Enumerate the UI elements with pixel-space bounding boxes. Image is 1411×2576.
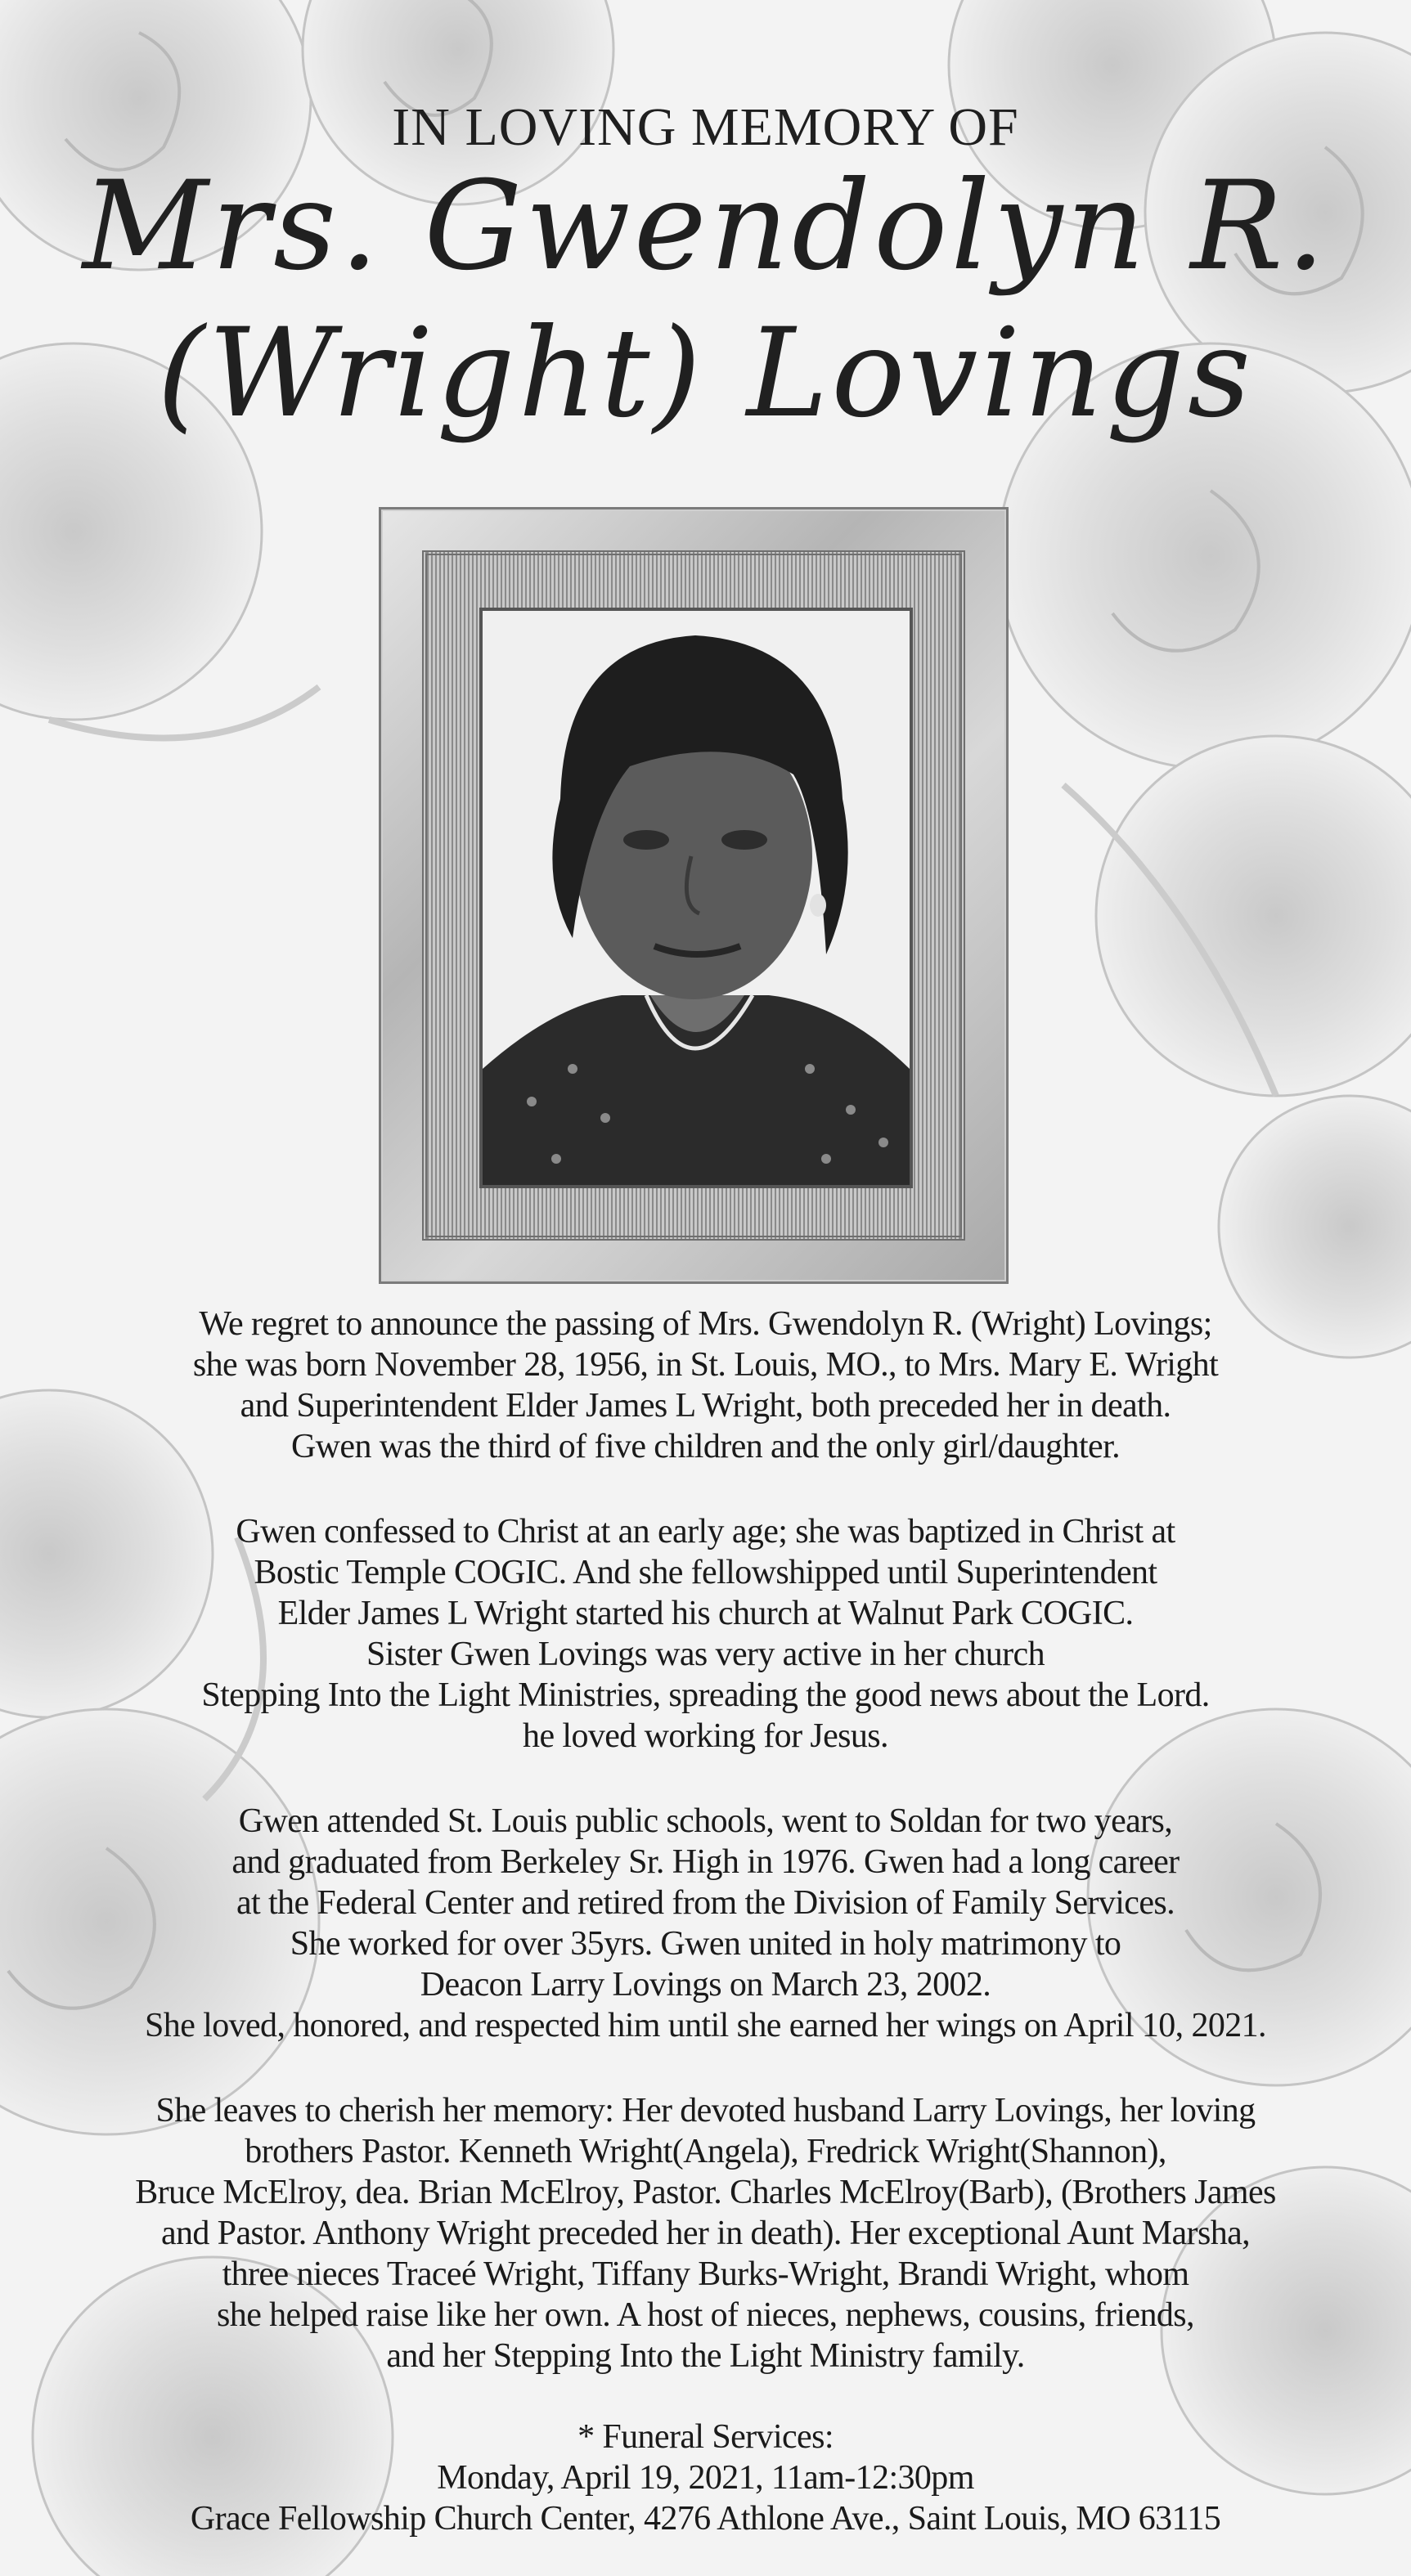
- heading: IN LOVING MEMORY OF: [392, 97, 1019, 157]
- text-line: three nieces Traceé Wright, Tiffany Burks-Wright, Brandi Wright, whom: [222, 2255, 1189, 2293]
- text-line: Bostic Temple COGIC. And she fellowshipped until Superintendent: [254, 1554, 1157, 1591]
- text-line: Gwen attended St. Louis public schools, went to Soldan for two years,: [238, 1802, 1173, 1840]
- text-line: We regret to announce the passing of Mrs. Gwendolyn R. (Wright) Lovings;: [199, 1305, 1212, 1343]
- text-line: Deacon Larry Lovings on March 23, 2002.: [420, 1966, 991, 2004]
- text-line: and graduated from Berkeley Sr. High in 1976. Gwen had a long career: [231, 1843, 1180, 1881]
- paragraph-3: [49, 1801, 1362, 2046]
- funeral-services: [49, 2417, 1362, 2539]
- text-line: and her Stepping Into the Light Ministry family.: [386, 2337, 1025, 2375]
- text-line: * Funeral Services:: [577, 2418, 834, 2456]
- text-line: Grace Fellowship Church Center, 4276 Athlone Ave., Saint Louis, MO 63115: [190, 2500, 1221, 2538]
- name-line-2: (Wright) Lovings: [157, 303, 1254, 445]
- text-line: Sister Gwen Lovings was very active in her church: [366, 1636, 1045, 1673]
- text-line: she helped raise like her own. A host of nieces, nephews, cousins, friends,: [217, 2296, 1194, 2334]
- picture-frame: [379, 507, 1009, 1284]
- text-line: she was born November 28, 1956, in St. Louis, MO., to Mrs. Mary E. Wright: [192, 1346, 1219, 1384]
- portrait-photo: [479, 608, 913, 1188]
- text-line: She leaves to cherish her memory: Her devoted husband Larry Lovings, her loving: [155, 2092, 1256, 2129]
- text-line: Elder James L Wright started his church at Walnut Park COGIC.: [277, 1595, 1134, 1632]
- text-line: Monday, April 19, 2021, 11am-12:30pm: [437, 2459, 974, 2497]
- paragraph-1: [49, 1304, 1362, 1467]
- text-line: She loved, honored, and respected him until she earned her wings on April 10, 2021.: [145, 2007, 1266, 2044]
- paragraph-4: [49, 2090, 1362, 2376]
- text-line: Gwen was the third of five children and the only girl/daughter.: [290, 1428, 1121, 1465]
- text-line: She worked for over 35yrs. Gwen united in holy matrimony to: [290, 1925, 1121, 1963]
- text-line: Stepping Into the Light Ministries, spreading the good news about the Lord.: [201, 1676, 1210, 1714]
- text-line: Gwen confessed to Christ at an early age; she was baptized in Christ at: [236, 1513, 1175, 1551]
- name-line-1: Mrs. Gwendolyn R.: [82, 155, 1329, 298]
- text-line: he loved working for Jesus.: [523, 1717, 888, 1755]
- text-line: brothers Pastor. Kenneth Wright(Angela), Fredrick Wright(Shannon),: [245, 2133, 1166, 2170]
- text-line: at the Federal Center and retired from the Division of Family Services.: [236, 1884, 1175, 1922]
- paragraph-2: [49, 1511, 1362, 1757]
- text-line: Bruce McElroy, dea. Brian McElroy, Pastor. Charles McElroy(Barb), (Brothers James: [135, 2174, 1276, 2211]
- text-line: and Pastor. Anthony Wright preceded her in death). Her exceptional Aunt Marsha,: [160, 2215, 1251, 2252]
- text-line: and Superintendent Elder James L Wright, both preceded her in death.: [240, 1387, 1171, 1425]
